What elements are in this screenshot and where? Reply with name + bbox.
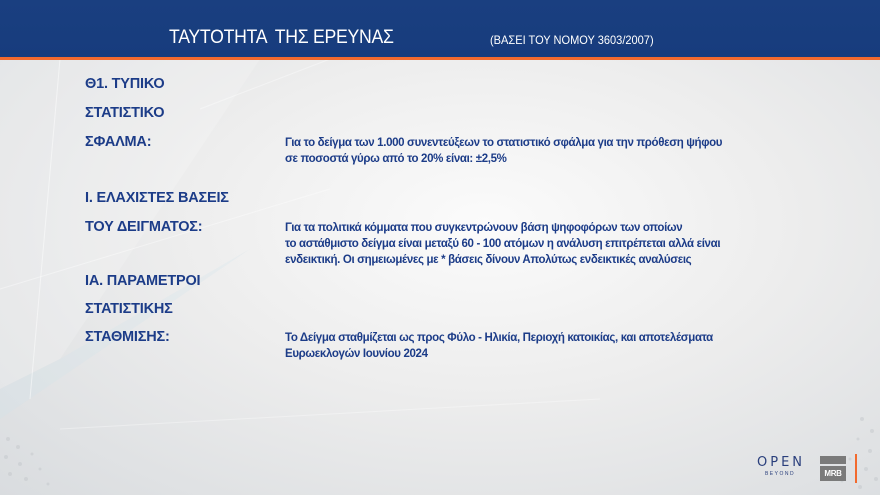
logo-divider: [855, 454, 857, 483]
mrb-logo: [820, 456, 846, 481]
section-1-description: [285, 135, 722, 167]
header-accent-line: [0, 57, 880, 60]
page-subtitle: (ΒΑΣΕΙ ΤΟΥ ΝΟΜΟΥ 3603/2007): [490, 33, 654, 47]
page-title-part1: ΤΑΥΤΟΤΗΤΑ: [169, 27, 268, 48]
section-2-label-line-1: Ι. ΕΛΑΧΙΣΤΕΣ ΒΑΣΕΙΣ: [85, 190, 229, 206]
section-2-description-line-3: ενδεικτική. Οι σημειωμένες με * βάσεις δίνουν Απολύτως ενδεικτικές αναλύσεις: [285, 254, 692, 266]
section-2-description-line-1: Για τα πολιτικά κόμματα που συγκεντρώνουν βάση ψηφοφόρων των οποίων: [285, 222, 683, 234]
mrb-logo-bar: [820, 456, 846, 464]
page-title: [169, 27, 394, 49]
mrb-logo-text: MRB: [820, 466, 846, 481]
section-1-description-line-2: σε ποσοστά γύρω από το 20% είναι: ±2,5%: [285, 153, 507, 165]
section-3-description-line-2: Ευρωεκλογών Ιουνίου 2024: [285, 348, 428, 360]
section-2-description-line-2: το αστάθμιστο δείγμα είναι μεταξύ 60 - 100 ατόμων η ανάλυση επιτρέπεται αλλά είναι: [285, 238, 721, 250]
section-3-description: [285, 330, 713, 362]
header-bar: [0, 0, 880, 57]
open-beyond-logo: [757, 455, 806, 480]
section-3-label-line-3: ΣΤΑΘΜΙΣΗΣ:: [85, 329, 170, 345]
section-2-label-line-2: ΤΟΥ ΔΕΙΓΜΑΤΟΣ:: [85, 219, 203, 235]
section-3-label-line-1: ΙΑ. ΠΑΡΑΜΕΤΡΟΙ: [85, 273, 201, 289]
section-1-label-line-2: ΣΤΑΤΙΣΤΙΚΟ: [85, 105, 165, 121]
section-1-label-line-1: Θ1. ΤΥΠΙΚΟ: [85, 76, 165, 92]
page-title-part2: ΤΗΣ ΕΡΕΥΝΑΣ: [274, 27, 394, 48]
section-3-label-line-2: ΣΤΑΤΙΣΤΙΚΗΣ: [85, 301, 173, 317]
open-logo-sub: BEYOND: [764, 471, 796, 477]
section-1-label-line-3: ΣΦΑΛΜΑ:: [85, 134, 152, 150]
section-1-description-line-1: Για το δείγμα των 1.000 συνεντεύξεων το στατιστικό σφάλμα για την πρόθεση ψήφου: [285, 137, 723, 149]
open-logo-word: OPEN: [757, 455, 806, 470]
section-3-description-line-1: Το Δείγμα σταθμίζεται ως προς Φύλο - Ηλικία, Περιοχή κατοικίας, και αποτελέσματα: [285, 332, 713, 344]
section-2-description: [285, 220, 720, 268]
